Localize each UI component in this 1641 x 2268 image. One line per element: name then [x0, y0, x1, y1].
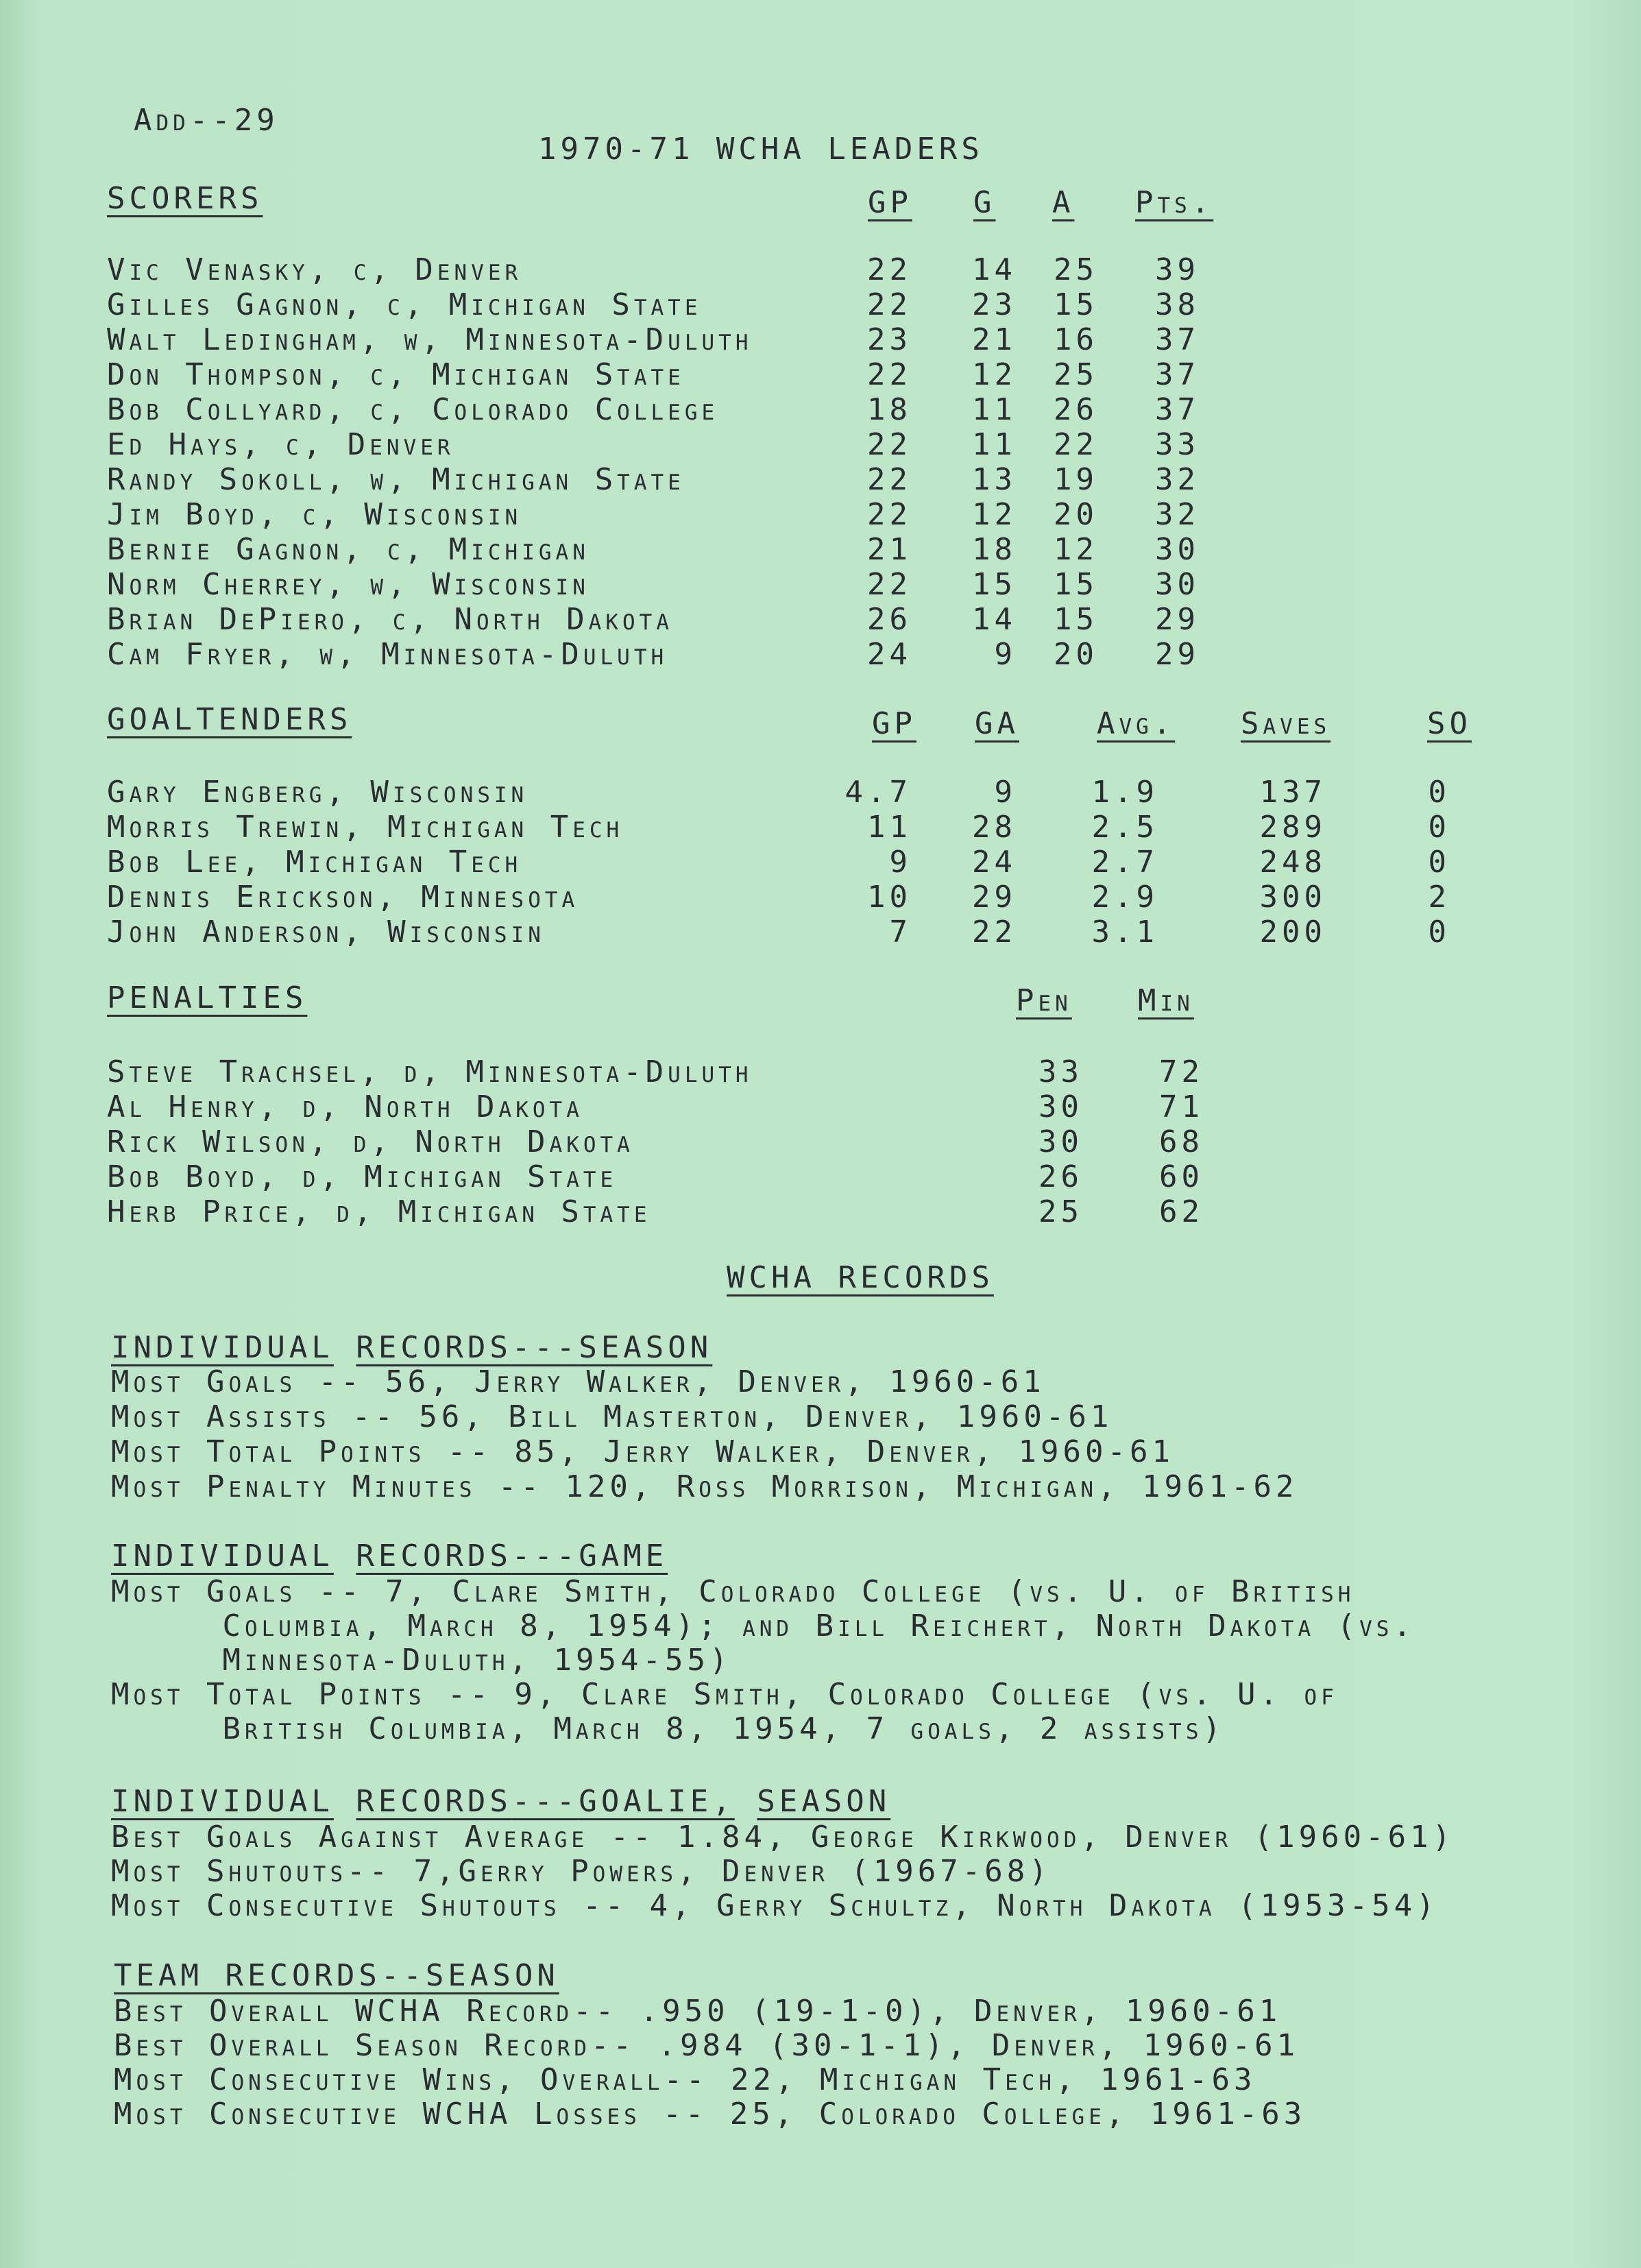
goalie-so: 0 — [1428, 915, 1450, 950]
scorer-name: Walt Ledingham, w, Minnesota-Duluth — [107, 322, 753, 357]
scorer-g: 9 — [994, 637, 1017, 672]
goalie-so: 2 — [1428, 880, 1450, 915]
heading-part: GOALIE, — [579, 1784, 735, 1819]
goalie-gp: 9 — [889, 845, 912, 880]
record-line: Most Consecutive WCHA Losses -- 25, Colorado College, 1961-63 — [114, 2097, 1306, 2132]
scorer-name: Randy Sokoll, w, Michigan State — [107, 462, 685, 497]
scorer-name: Jim Boyd, c, Wisconsin — [107, 497, 522, 532]
scorer-name: Norm Cherrey, w, Wisconsin — [107, 567, 589, 602]
scorer-g: 12 — [972, 357, 1017, 392]
heading-part: RECORDS — [356, 1784, 512, 1819]
scorer-gp: 24 — [867, 637, 912, 672]
scorer-pts: 29 — [1155, 602, 1200, 637]
record-line: Columbia, March 8, 1954); and Bill Reichert, North Dakota (vs. — [111, 1608, 1415, 1643]
penalty-pen: 25 — [1038, 1194, 1083, 1229]
scorer-pts: 33 — [1155, 427, 1200, 462]
penalties-col-pen: Pen — [1016, 983, 1072, 1018]
record-line: Most Goals -- 56, Jerry Walker, Denver, 1960-61 — [111, 1364, 1045, 1399]
heading-part: --- — [511, 1330, 579, 1365]
goalie-gp: 7 — [889, 915, 912, 950]
scorer-a: 20 — [1054, 497, 1098, 532]
record-line: Most Assists -- 56, Bill Masterton, Denver, 1960-61 — [111, 1399, 1113, 1434]
goalie-so: 0 — [1428, 775, 1450, 810]
scorer-name: Cam Fryer, w, Minnesota-Duluth — [107, 637, 668, 672]
heading-part: -- — [380, 1958, 426, 1993]
penalty-pen: 33 — [1038, 1054, 1083, 1089]
heading-part: RECORDS — [356, 1539, 512, 1573]
goalie-gp: 10 — [867, 880, 912, 915]
scorer-name: Ed Hays, c, Denver — [107, 427, 454, 462]
scorers-col-pts: Pts. — [1135, 185, 1214, 220]
penalty-pen: 30 — [1038, 1089, 1083, 1124]
goalie-ga: 22 — [972, 915, 1017, 950]
goalie-avg: 3.1 — [1091, 915, 1158, 950]
penalties-heading: PENALTIES — [107, 980, 308, 1015]
scorer-pts: 37 — [1155, 357, 1200, 392]
goalie-gp: 11 — [867, 810, 912, 845]
scorer-pts: 30 — [1155, 567, 1200, 602]
scorer-pts: 30 — [1155, 532, 1200, 567]
scorer-gp: 18 — [867, 392, 912, 427]
heading-part: INDIVIDUAL — [111, 1539, 334, 1573]
scorer-g: 18 — [972, 532, 1017, 567]
penalty-name: Al Henry, d, North Dakota — [107, 1089, 583, 1124]
goalie-name: John Anderson, Wisconsin — [107, 915, 545, 950]
goalies-col-gp: GP — [872, 706, 916, 741]
scorer-a: 25 — [1054, 252, 1098, 287]
scorer-a: 15 — [1054, 287, 1098, 322]
scorer-gp: 26 — [867, 602, 912, 637]
record-line: Best Overall Season Record-- .984 (30-1-1), Denver, 1960-61 — [114, 2028, 1300, 2063]
goalies-col-so: SO — [1427, 706, 1472, 741]
scorer-a: 15 — [1054, 567, 1098, 602]
goalie-ga: 28 — [972, 810, 1017, 845]
goalie-name: Morris Trewin, Michigan Tech — [107, 810, 624, 845]
page-label: Add--29 — [134, 103, 279, 138]
scorer-g: 11 — [972, 427, 1017, 462]
scorer-g: 15 — [972, 567, 1017, 602]
scorer-name: Bernie Gagnon, c, Michigan — [107, 532, 589, 567]
team-season-heading — [114, 1958, 559, 1994]
scorer-gp: 22 — [867, 497, 912, 532]
goalies-col-ga: GA — [975, 706, 1019, 741]
goalie-avg: 2.9 — [1091, 880, 1158, 915]
scorers-col-g: G — [973, 185, 996, 220]
record-line: Best Overall WCHA Record-- .950 (19-1-0), Denver, 1960-61 — [114, 1994, 1282, 2029]
penalty-min: 68 — [1159, 1124, 1204, 1159]
heading-part: GAME — [579, 1539, 668, 1573]
record-line: Minnesota-Duluth, 1954-55) — [111, 1643, 732, 1678]
scorer-name: Don Thompson, c, Michigan State — [107, 357, 685, 392]
scorer-a: 25 — [1054, 357, 1098, 392]
penalty-name: Rick Wilson, d, North Dakota — [107, 1124, 634, 1159]
goalie-saves: 300 — [1259, 880, 1326, 915]
record-line: Most Consecutive Wins, Overall-- 22, Michigan Tech, 1961-63 — [114, 2062, 1256, 2097]
scorer-a: 20 — [1054, 637, 1098, 672]
record-line: Most Penalty Minutes -- 120, Ross Morrison, Michigan, 1961-62 — [111, 1469, 1298, 1504]
record-line: Most Consecutive Shutouts -- 4, Gerry Schultz, North Dakota (1953-54) — [111, 1888, 1439, 1923]
scorers-heading: SCORERS — [107, 181, 263, 216]
scorer-g: 13 — [972, 462, 1017, 497]
goaltenders-heading: GOALTENDERS — [107, 702, 352, 737]
goalie-saves: 248 — [1259, 845, 1326, 880]
scorer-pts: 37 — [1155, 322, 1200, 357]
scorer-g: 11 — [972, 392, 1017, 427]
heading-part: SEASON — [757, 1784, 891, 1819]
scorer-pts: 32 — [1155, 497, 1200, 532]
goalie-ga: 24 — [972, 845, 1017, 880]
goalies-col-avg: Avg. — [1097, 706, 1176, 741]
goalies-col-saves: Saves — [1241, 706, 1331, 741]
goalie-name: Bob Lee, Michigan Tech — [107, 845, 522, 880]
goalie-so: 0 — [1428, 845, 1450, 880]
goalie-avg: 2.7 — [1091, 845, 1158, 880]
scorer-gp: 22 — [867, 287, 912, 322]
heading-part: RECORDS — [356, 1330, 512, 1365]
penalty-min: 62 — [1159, 1194, 1204, 1229]
heading-part: SEASON — [425, 1958, 559, 1993]
penalty-name: Steve Trachsel, d, Minnesota-Duluth — [107, 1054, 753, 1089]
penalty-pen: 30 — [1038, 1124, 1083, 1159]
scorer-a: 19 — [1054, 462, 1098, 497]
scorer-g: 14 — [972, 252, 1017, 287]
record-line: Best Goals Against Average -- 1.84, George Kirkwood, Denver (1960-61) — [111, 1820, 1455, 1855]
scorer-gp: 22 — [867, 567, 912, 602]
scorer-gp: 22 — [867, 357, 912, 392]
goalie-name: Dennis Erickson, Minnesota — [107, 880, 579, 915]
scorer-pts: 29 — [1155, 637, 1200, 672]
record-line: Most Total Points -- 85, Jerry Walker, Denver, 1960-61 — [111, 1434, 1174, 1469]
scorer-a: 16 — [1054, 322, 1098, 357]
heading-part: --- — [511, 1784, 579, 1819]
scorer-name: Gilles Gagnon, c, Michigan State — [107, 287, 702, 322]
penalty-min: 60 — [1159, 1159, 1204, 1194]
scorer-g: 12 — [972, 497, 1017, 532]
scorer-gp: 21 — [867, 532, 912, 567]
goalie-avg: 1.9 — [1091, 775, 1158, 810]
scorer-a: 22 — [1054, 427, 1098, 462]
scorer-pts: 38 — [1155, 287, 1200, 322]
goalie-saves: 137 — [1259, 775, 1326, 810]
scorers-col-a: A — [1052, 185, 1075, 220]
scorer-a: 12 — [1054, 532, 1098, 567]
penalties-col-min: Min — [1138, 983, 1194, 1018]
scorer-pts: 37 — [1155, 392, 1200, 427]
heading-part: SEASON — [579, 1330, 713, 1365]
goalie-ga: 9 — [994, 775, 1017, 810]
record-line: Most Shutouts-- 7,Gerry Powers, Denver (1967-68) — [111, 1854, 1052, 1889]
penalty-min: 72 — [1159, 1054, 1204, 1089]
scorer-a: 15 — [1054, 602, 1098, 637]
penalty-pen: 26 — [1038, 1159, 1083, 1194]
record-line: British Columbia, March 8, 1954, 7 goals, 2 assists) — [111, 1711, 1225, 1746]
scorer-g: 21 — [972, 322, 1017, 357]
scorer-g: 14 — [972, 602, 1017, 637]
individual-game-heading — [111, 1539, 668, 1574]
scorer-gp: 22 — [867, 427, 912, 462]
scorer-a: 26 — [1054, 392, 1098, 427]
goalie-saves: 200 — [1259, 915, 1326, 950]
scorer-gp: 22 — [867, 462, 912, 497]
records-title: WCHA RECORDS — [727, 1260, 994, 1295]
scorer-name: Bob Collyard, c, Colorado College — [107, 392, 719, 427]
scorer-name: Brian DePiero, c, North Dakota — [107, 602, 674, 637]
goalie-name: Gary Engberg, Wisconsin — [107, 775, 528, 810]
record-line: Most Goals -- 7, Clare Smith, Colorado College (vs. U. of British — [111, 1574, 1355, 1609]
goalie-gp: 4.7 — [844, 775, 912, 810]
heading-part: --- — [511, 1539, 579, 1573]
goalie-avg: 2.5 — [1091, 810, 1158, 845]
scorer-pts: 39 — [1155, 252, 1200, 287]
goalie-ga: 29 — [972, 880, 1017, 915]
heading-part: INDIVIDUAL — [111, 1330, 334, 1365]
penalty-min: 71 — [1159, 1089, 1204, 1124]
scorer-gp: 22 — [867, 252, 912, 287]
scorer-pts: 32 — [1155, 462, 1200, 497]
individual-goalie-heading — [111, 1784, 890, 1820]
scorer-name: Vic Venasky, c, Denver — [107, 252, 522, 287]
goalie-so: 0 — [1428, 810, 1450, 845]
goalie-saves: 289 — [1259, 810, 1326, 845]
page-title: 1970-71 WCHA LEADERS — [538, 132, 984, 167]
scorers-col-gp: GP — [868, 185, 912, 220]
record-line: Most Total Points -- 9, Clare Smith, Colorado College (vs. U. of — [111, 1677, 1338, 1712]
heading-part: INDIVIDUAL — [111, 1784, 334, 1819]
scorer-gp: 23 — [867, 322, 912, 357]
scorer-g: 23 — [972, 287, 1017, 322]
penalty-name: Bob Boyd, d, Michigan State — [107, 1159, 618, 1194]
heading-part: TEAM RECORDS — [114, 1958, 381, 1993]
penalty-name: Herb Price, d, Michigan State — [107, 1194, 651, 1229]
individual-season-heading — [111, 1330, 712, 1366]
